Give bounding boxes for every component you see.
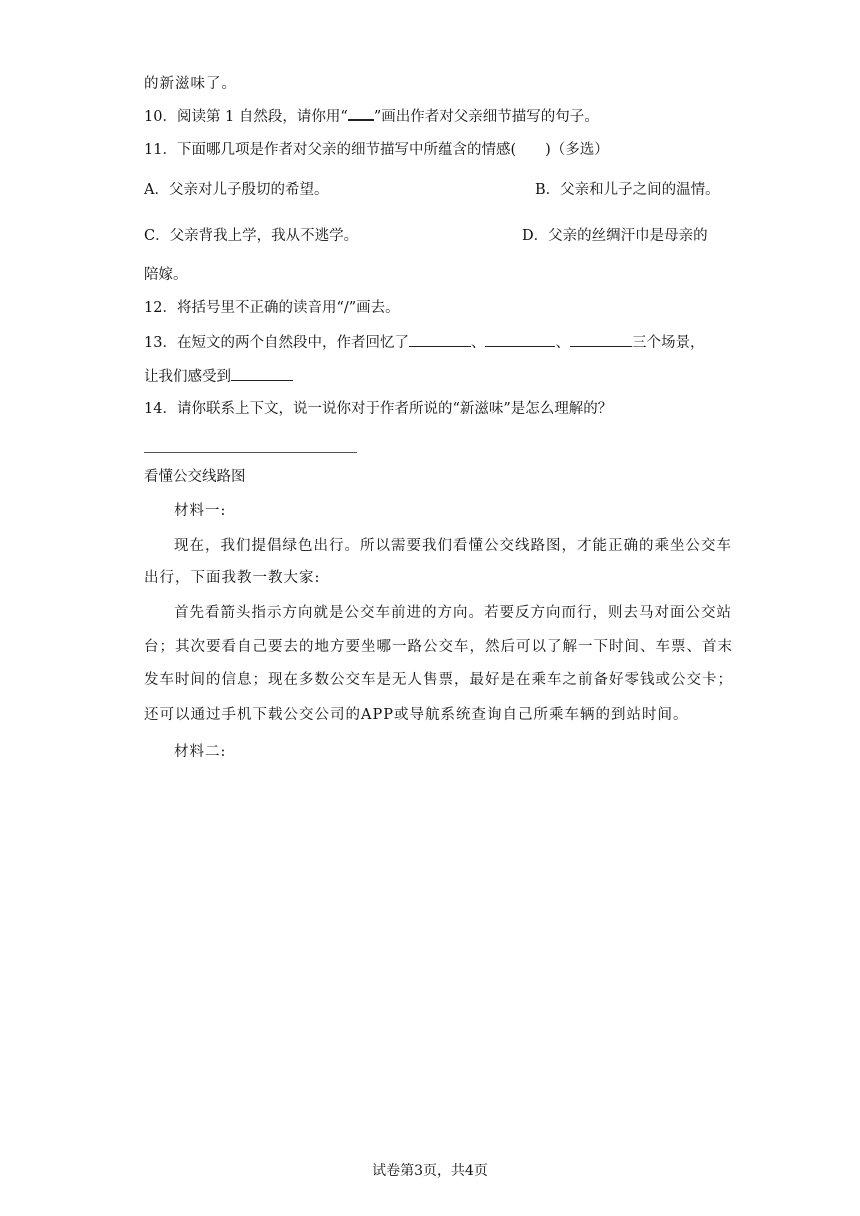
question-12: 12．将括号里不正确的读音用“/”画去。 (144, 300, 400, 316)
question-11-stem: 11．下面哪几项是作者对父亲的细节描写中所蕴含的情感( )（多选） (144, 142, 609, 158)
q13-separator-1: 、 (470, 335, 486, 351)
q11-option-b: B．父亲和儿子之间的温情。 (535, 182, 720, 198)
material-1-p1-line1: 现在，我们提倡绿色出行。所以需要我们看懂公交线路图，才能正确的乘坐公交车 (174, 538, 732, 554)
q13-blank-4[interactable] (231, 366, 293, 381)
material-1-p1-line2: 出行，下面我教一教大家: (144, 570, 321, 586)
q13-text-line2: 让我们感受到 (144, 369, 231, 385)
material-1-p2-line4: 还可以通过手机下载公交公司的APP或导航系统查询自己所乘车辆的到站时间。 (144, 707, 689, 723)
material-2-label: 材料二: (174, 744, 227, 760)
q14-answer-line[interactable] (144, 452, 357, 453)
q11-option-d: D．父亲的丝绸汗巾是母亲的 (522, 228, 708, 244)
q11-option-c: C．父亲背我上学，我从不逃学。 (144, 228, 359, 244)
q11-option-a: A．父亲对儿子殷切的希望。 (144, 182, 329, 198)
material-1-p2-line2: 台；其次要看自己要去的地方要坐哪一路公交车，然后可以了解一下时间、车票、首末 (144, 639, 733, 655)
q13-text-end: 三个场景， (631, 335, 705, 351)
q11-option-d-continued: 陪嫁。 (144, 267, 188, 283)
q13-blank-1[interactable] (409, 332, 471, 347)
question-13-line1 (144, 332, 704, 353)
material-1-label: 材料一: (174, 503, 227, 519)
prev-paragraph-fragment: 的新滋味了。 (144, 76, 237, 92)
question-14: 14．请你联系上下文，说一说你对于作者所说的“新滋味”是怎么理解的？ (144, 401, 613, 417)
question-13-line2 (144, 366, 293, 387)
q13-text-start: 13．在短文的两个自然段中，作者回忆了 (144, 335, 409, 351)
section-title: 看懂公交线路图 (144, 469, 246, 485)
page-footer: 试卷第3页，共4页 (372, 1163, 488, 1179)
q10-text-before: 10．阅读第 1 自然段，请你用“ (144, 109, 348, 125)
question-10 (144, 107, 599, 127)
q13-blank-3[interactable] (570, 332, 632, 347)
material-1-p2-line1: 首先看箭头指示方向就是公交车前进的方向。若要反方向而行，则去马对面公交站 (174, 605, 732, 621)
material-1-p2-line3: 发车时间的信息；现在多数公交车是无人售票，最好是在乘车之前备好零钱或公交卡； (144, 672, 733, 688)
q10-text-after: ”画出作者对父亲细节描写的句子。 (373, 109, 599, 125)
underline-mark (348, 107, 374, 121)
q13-separator-2: 、 (555, 335, 570, 351)
q13-blank-2[interactable] (485, 332, 555, 347)
